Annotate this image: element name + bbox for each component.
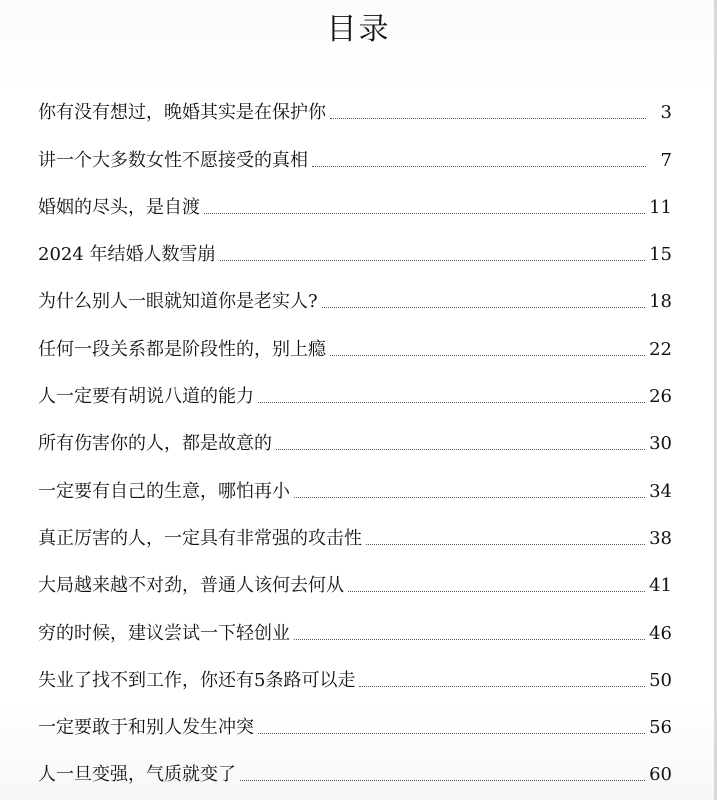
toc-entry-page: 41 xyxy=(649,575,672,597)
toc-entry-page: 38 xyxy=(649,527,672,549)
toc-entry[interactable] xyxy=(38,230,672,277)
toc-entry-page: 60 xyxy=(649,764,672,786)
toc-entry-page: 30 xyxy=(649,433,672,455)
toc-entry[interactable] xyxy=(38,419,672,466)
page-title: 目录 xyxy=(326,12,391,47)
dot-leader xyxy=(240,780,645,781)
toc-entry[interactable] xyxy=(38,608,672,655)
dot-leader xyxy=(258,402,645,403)
toc-entry-title: 讲一个大多数女性不愿接受的真相 xyxy=(38,149,308,171)
toc-entry[interactable] xyxy=(38,183,672,230)
toc-entry-page: 46 xyxy=(649,622,672,644)
dot-leader xyxy=(312,166,646,167)
toc-entry[interactable] xyxy=(38,324,672,371)
dot-leader xyxy=(276,449,645,450)
toc-entry-title: 一定要有自己的生意，哪怕再小 xyxy=(38,480,290,502)
dot-leader xyxy=(294,639,645,640)
toc-entry[interactable] xyxy=(38,466,672,513)
toc-entry-title: 2024 年结婚人数雪崩 xyxy=(38,244,216,266)
toc-entry-title: 你有没有想过，晚婚其实是在保护你 xyxy=(38,102,326,124)
toc-entry-page: 15 xyxy=(649,244,672,266)
dot-leader xyxy=(294,497,645,498)
toc-entry-title: 大局越来越不对劲，普通人该何去何从 xyxy=(38,575,344,597)
dot-leader xyxy=(330,355,645,356)
toc-entry-title: 为什么别人一眼就知道你是老实人? xyxy=(38,291,318,313)
dot-leader xyxy=(322,307,645,308)
toc-entry[interactable] xyxy=(38,514,672,561)
toc-entry-page: 34 xyxy=(649,480,672,502)
toc-entry[interactable] xyxy=(38,656,672,703)
dot-leader xyxy=(366,544,645,545)
toc-entry-page: 50 xyxy=(649,669,672,691)
toc-entry-page: 56 xyxy=(649,717,672,739)
toc-entry[interactable] xyxy=(38,88,672,135)
toc-entry-title: 真正厉害的人，一定具有非常强的攻击性 xyxy=(38,527,362,549)
dot-leader xyxy=(348,591,645,592)
toc-entry-title: 一定要敢于和别人发生冲突 xyxy=(38,717,254,739)
toc-entry[interactable] xyxy=(38,135,672,182)
toc-entry-page: 3 xyxy=(660,102,672,124)
dot-leader xyxy=(204,213,645,214)
toc-entry-page: 11 xyxy=(649,196,672,218)
table-of-contents xyxy=(38,88,672,797)
toc-entry-title: 穷的时候，建议尝试一下轻创业 xyxy=(38,622,290,644)
toc-entry[interactable] xyxy=(38,372,672,419)
toc-entry[interactable] xyxy=(38,561,672,608)
toc-entry-title: 失业了找不到工作，你还有5条路可以走 xyxy=(38,669,356,691)
toc-entry[interactable] xyxy=(38,750,672,797)
toc-entry-title: 人一旦变强，气质就变了 xyxy=(38,764,236,786)
toc-entry-title: 任何一段关系都是阶段性的，别上瘾 xyxy=(38,338,326,360)
toc-entry-title: 所有伤害你的人，都是故意的 xyxy=(38,433,272,455)
dot-leader xyxy=(330,118,646,119)
toc-entry-title: 人一定要有胡说八道的能力 xyxy=(38,386,254,408)
toc-entry-page: 26 xyxy=(649,386,672,408)
toc-entry-page: 18 xyxy=(649,291,672,313)
dot-leader xyxy=(359,686,645,687)
toc-entry-page: 7 xyxy=(660,149,672,171)
toc-entry-title: 婚姻的尽头，是自渡 xyxy=(38,196,200,218)
toc-entry[interactable] xyxy=(38,277,672,324)
toc-entry-page: 22 xyxy=(649,338,672,360)
dot-leader xyxy=(258,733,645,734)
dot-leader xyxy=(220,260,646,261)
toc-entry[interactable] xyxy=(38,703,672,750)
